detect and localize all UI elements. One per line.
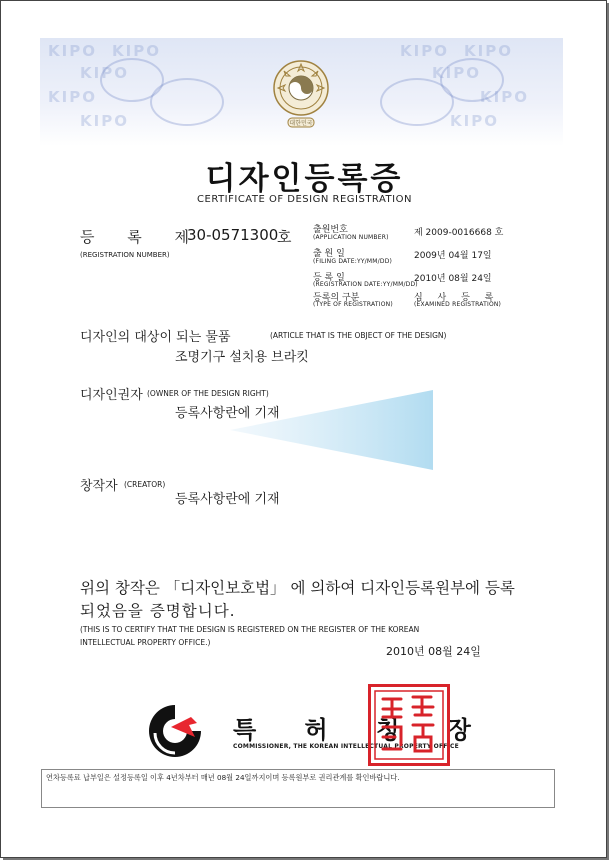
- security-hologram: [228, 390, 433, 470]
- detail-label-en: (TYPE OF REGISTRATION): [313, 301, 393, 308]
- certify-line1: 위의 창작은 「디자인보호법」 에 의하여 디자인등록원부에 등록: [80, 579, 515, 597]
- page-title: 디자인등록증: [205, 161, 404, 197]
- kipo-logo-icon: [145, 703, 205, 758]
- watermark-text: KIPO: [400, 42, 449, 60]
- creator-label-en: (CREATOR): [124, 480, 166, 489]
- detail-label: 출 원 일: [313, 249, 345, 259]
- watermark-text: KIPO: [464, 42, 513, 60]
- detail-value: 심 사 등 록: [414, 293, 500, 303]
- detail-label-en: (FILING DATE:YY/MM/DD): [313, 258, 393, 265]
- office-name-en: COMMISSIONER, THE KOREAN INTELLECTUAL PROPERTY OFFICE: [233, 743, 459, 750]
- office-name: 특 허 청 장: [233, 716, 491, 744]
- emblem-text: 대한민국: [289, 120, 313, 127]
- detail-label: 등록의 구분: [313, 293, 360, 303]
- watermark-text: KIPO: [80, 64, 129, 82]
- watermark-text: KIPO: [48, 88, 97, 106]
- watermark-text: KIPO: [112, 42, 161, 60]
- watermark-text: KIPO: [432, 64, 481, 82]
- detail-value: 2010년 08월 24일: [414, 274, 492, 284]
- official-seal-icon: [368, 684, 450, 766]
- issue-date: 2010년 08월 24일: [386, 645, 481, 658]
- detail-label: 출원번호: [313, 225, 348, 235]
- detail-label: 등 록 일: [313, 273, 345, 283]
- article-label: 디자인의 대상이 되는 물품: [80, 330, 231, 345]
- owner-label: 디자인권자: [80, 388, 143, 403]
- ornament-cloud: [150, 78, 224, 126]
- detail-value-en: (EXAMINED REGISTRATION): [414, 301, 502, 308]
- watermark-text: KIPO: [48, 42, 97, 60]
- watermark-text: KIPO: [80, 112, 129, 130]
- article-value: 조명기구 설치용 브라킷: [175, 350, 309, 365]
- creator-label: 창작자: [80, 479, 118, 494]
- registration-suffix: 호: [277, 228, 292, 246]
- certify-en-line1: (THIS IS TO CERTIFY THAT THE DESIGN IS REGISTERED ON THE REGISTER OF THE KOREAN: [80, 625, 420, 634]
- national-emblem-icon: [270, 58, 332, 130]
- detail-value: 제 2009-0016668 호: [414, 228, 504, 238]
- owner-label-en: (OWNER OF THE DESIGN RIGHT): [147, 389, 269, 398]
- registration-number: 30-0571300: [187, 226, 279, 244]
- watermark-text: KIPO: [450, 112, 499, 130]
- article-label-en: (ARTICLE THAT IS THE OBJECT OF THE DESIGN): [270, 331, 447, 340]
- detail-value: 2009년 04월 17일: [414, 251, 492, 261]
- annual-fee-notice: 연차등록료 납부일은 설정등록일 이후 4년차부터 매년 08월 24일까지이며 등록원부로 권리관계를 확인바랍니다.: [46, 773, 400, 782]
- ornament-cloud: [440, 58, 504, 102]
- certify-line2: 되었음을 증명합니다.: [80, 602, 236, 620]
- detail-label-en: (REGISTRATION DATE:YY/MM/DD): [313, 281, 418, 288]
- page-subtitle: CERTIFICATE OF DESIGN REGISTRATION: [197, 194, 412, 205]
- watermark-text: KIPO: [480, 88, 529, 106]
- owner-value: 등록사항란에 기재: [175, 406, 280, 421]
- certify-en-line2: INTELLECTUAL PROPERTY OFFICE.): [80, 638, 211, 647]
- detail-label-en: (APPLICATION NUMBER): [313, 234, 389, 241]
- creator-value: 등록사항란에 기재: [175, 492, 280, 507]
- registration-label-en: (REGISTRATION NUMBER): [80, 251, 170, 259]
- registration-label: 등 록 제: [80, 228, 204, 246]
